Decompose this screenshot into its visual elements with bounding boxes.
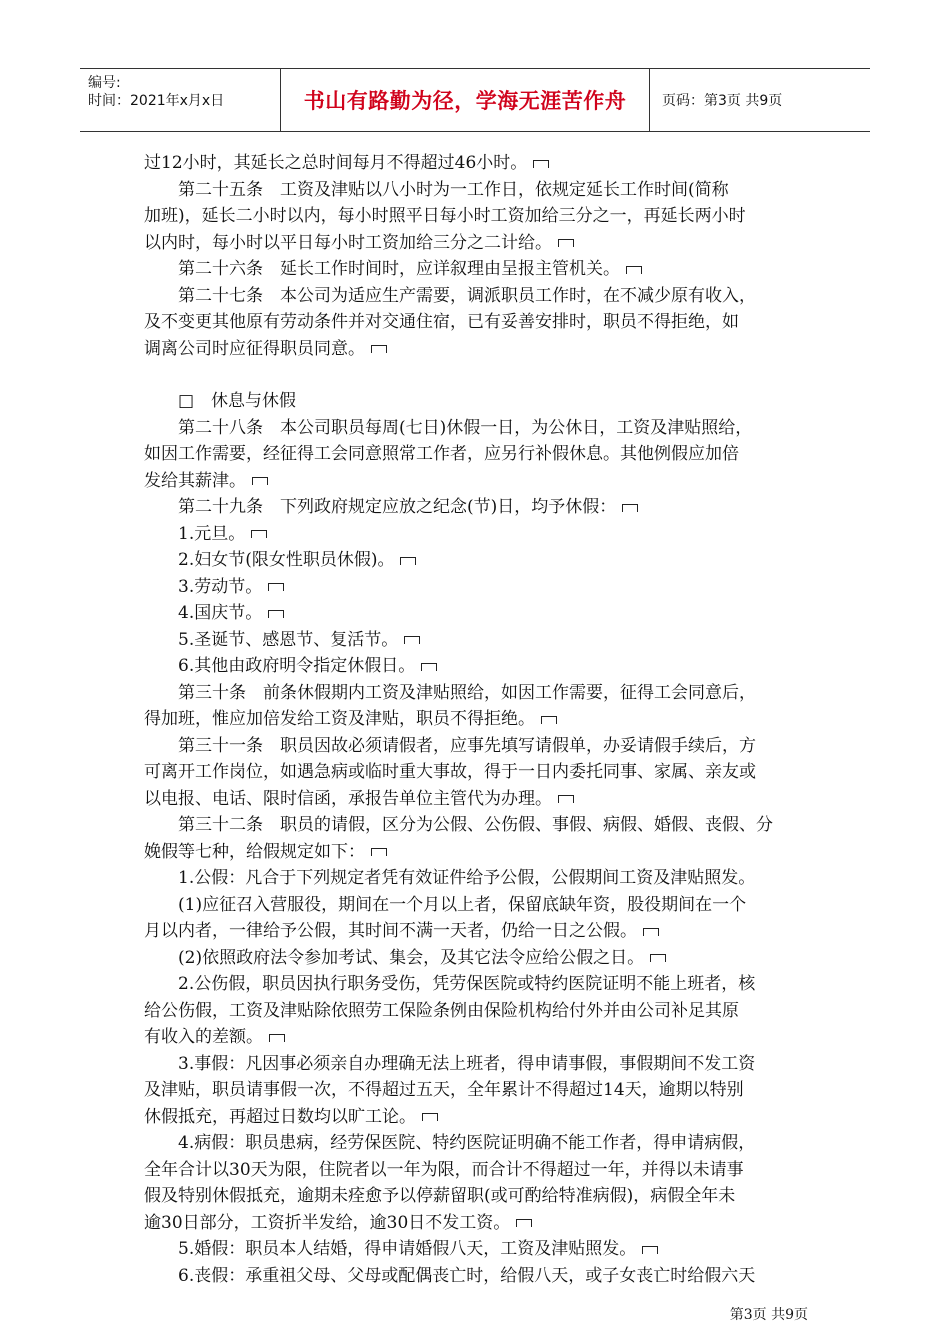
- list-item: 6.丧假：承重祖父母、父母或配偶丧亡时，给假八天，或子女丧亡时给假六天: [178, 1265, 756, 1286]
- body-line: 如因工作需要，经征得工会同意照常工作者，应另行补假休息。其他例假应加倍: [144, 444, 739, 464]
- paragraph-mark-icon: [643, 928, 659, 936]
- body-line: 休假抵充，再超过日数均以旷工论。: [144, 1104, 810, 1131]
- time-label: 时间：2021年x月x日: [88, 93, 225, 109]
- paragraph-mark-icon: [622, 504, 638, 512]
- paragraph-mark-icon: [533, 160, 549, 168]
- list-item: 5.圣诞节、感恩节、复活节。: [144, 627, 810, 654]
- body-line: 及不变更其他原有劳动条件并对交通住宿，已有妥善安排时，职员不得拒绝，如: [144, 312, 739, 332]
- body-line: 及津贴，职员请事假一次，不得超过五天，全年累计不得超过14天，逾期以特别: [144, 1080, 744, 1100]
- body-line: 以电报、电话、限时信函，承报告单位主管代为办理。: [144, 786, 810, 813]
- body-line: 月以内者，一律给予公假，其时间不满一天者，仍给一日之公假。: [144, 918, 810, 945]
- body-line: 假及特别休假抵充，逾期未痊愈予以停薪留职(或可酌给特准病假)，病假全年未: [144, 1186, 736, 1206]
- body-line: 全年合计以30天为限，住院者以一年为限，而合计不得超过一年，并得以未请事: [144, 1159, 744, 1180]
- body-line: 第二十八条 本公司职员每周(七日)休假一日，为公休日，工资及津贴照给，: [178, 417, 753, 438]
- paragraph-mark-icon: [371, 345, 387, 353]
- list-item: 1.元旦。: [144, 521, 810, 548]
- list-item: 3.劳动节。: [144, 574, 810, 601]
- paragraph-mark-icon: [400, 557, 416, 565]
- body-line: 发给其薪津。: [144, 468, 810, 495]
- body-line: 娩假等七种，给假规定如下：: [144, 839, 810, 866]
- paragraph-mark-icon: [541, 716, 557, 724]
- body-line: 以内时，每小时以平日每小时工资加给三分之二计给。: [144, 230, 810, 257]
- paragraph-mark-icon: [421, 663, 437, 671]
- paragraph-mark-icon: [516, 1219, 532, 1227]
- body-line: 可离开工作岗位，如遇急病或临时重大事故，得于一日内委托同事、家属、亲友或: [144, 762, 756, 782]
- body-line: 第二十九条 下列政府规定应放之纪念(节)日，均予休假：: [144, 494, 810, 521]
- paragraph-mark-icon: [371, 848, 387, 856]
- body-line: 第二十七条 本公司为适应生产需要，调派职员工作时，在不减少原有收入，: [178, 285, 756, 306]
- section-heading: □ 休息与休假: [178, 391, 297, 411]
- body-line: 第二十五条 工资及津贴以八小时为一工作日，依规定延长工作时间(简称: [178, 179, 729, 200]
- paragraph-mark-icon: [558, 795, 574, 803]
- paragraph-mark-icon: [558, 239, 574, 247]
- document-body: [144, 150, 810, 1289]
- body-line: 有收入的差额。: [144, 1024, 810, 1051]
- slogan: 书山有路勤为径，学海无涯苦作舟: [303, 89, 627, 113]
- list-item: 1.公假：凡合于下列规定者凭有效证件给予公假，公假期间工资及津贴照发。: [178, 868, 756, 888]
- number-label: 编号:: [88, 75, 121, 91]
- list-item: (1)应征召入营服役，期间在一个月以上者，保留底缺年资，股役期间在一个: [178, 894, 747, 915]
- body-line: 给公伤假，工资及津贴除依照劳工保险条例由保险机构给付外并由公司补足其原: [144, 1000, 739, 1021]
- body-line: 第三十一条 职员因故必须请假者，应事先填写请假单，办妥请假手续后，方: [178, 735, 756, 756]
- list-item: 6.其他由政府明令指定休假日。: [144, 653, 810, 680]
- header-slogan-cell: [281, 69, 650, 131]
- paragraph-mark-icon: [252, 477, 268, 485]
- list-item: 2.公伤假，职员因执行职务受伤，凭劳保医院或特约医院证明不能上班者，核: [178, 974, 756, 994]
- header-left-cell: [80, 69, 281, 131]
- spacer: [144, 362, 810, 388]
- list-item: 4.病假：职员患病，经劳保医院、特约医院证明确不能工作者，得申请病假，: [178, 1133, 756, 1153]
- paragraph-mark-icon: [404, 636, 420, 644]
- body-line: 第三十条 前条休假期内工资及津贴照给，如因工作需要，征得工会同意后，: [178, 682, 756, 703]
- paragraph-mark-icon: [626, 266, 642, 274]
- body-line: 第三十二条 职员的请假，区分为公假、公伤假、事假、病假、婚假、丧假、分: [178, 815, 773, 835]
- body-line: 加班)，延长二小时以内，每小时照平日每小时工资加给三分之一，再延长两小时: [144, 206, 746, 226]
- list-item: 2.妇女节(限女性职员休假)。: [144, 547, 810, 574]
- body-line: 得加班，惟应加倍发给工资及津贴，职员不得拒绝。: [144, 706, 810, 733]
- paragraph-mark-icon: [251, 530, 267, 538]
- paragraph-mark-icon: [268, 583, 284, 591]
- list-item: 5.婚假：职员本人结婚，得申请婚假八天，工资及津贴照发。: [144, 1236, 810, 1263]
- page-footer: 第3页 共9页: [729, 1307, 808, 1323]
- paragraph-mark-icon: [650, 954, 666, 962]
- list-item: (2)依照政府法令参加考试、集会，及其它法令应给公假之日。: [144, 945, 810, 972]
- paragraph-mark-icon: [642, 1246, 658, 1254]
- page-code: 页码：第3页 共9页: [662, 93, 783, 109]
- body-line: 调离公司时应征得职员同意。: [144, 336, 810, 363]
- paragraph-mark-icon: [269, 1034, 285, 1042]
- body-line: 第二十六条 延长工作时间时，应详叙理由呈报主管机关。: [144, 256, 810, 283]
- paragraph-mark-icon: [422, 1113, 438, 1121]
- list-item: 4.国庆节。: [144, 600, 810, 627]
- page-header: [80, 68, 870, 132]
- body-line: 过12小时，其延长之总时间每月不得超过46小时。: [144, 150, 810, 177]
- list-item: 3.事假：凡因事必须亲自办理确无法上班者，得申请事假，事假期间不发工资: [178, 1053, 756, 1074]
- body-line: 逾30日部分，工资折半发给，逾30日不发工资。: [144, 1210, 810, 1237]
- paragraph-mark-icon: [268, 610, 284, 618]
- header-page-cell: [650, 69, 870, 131]
